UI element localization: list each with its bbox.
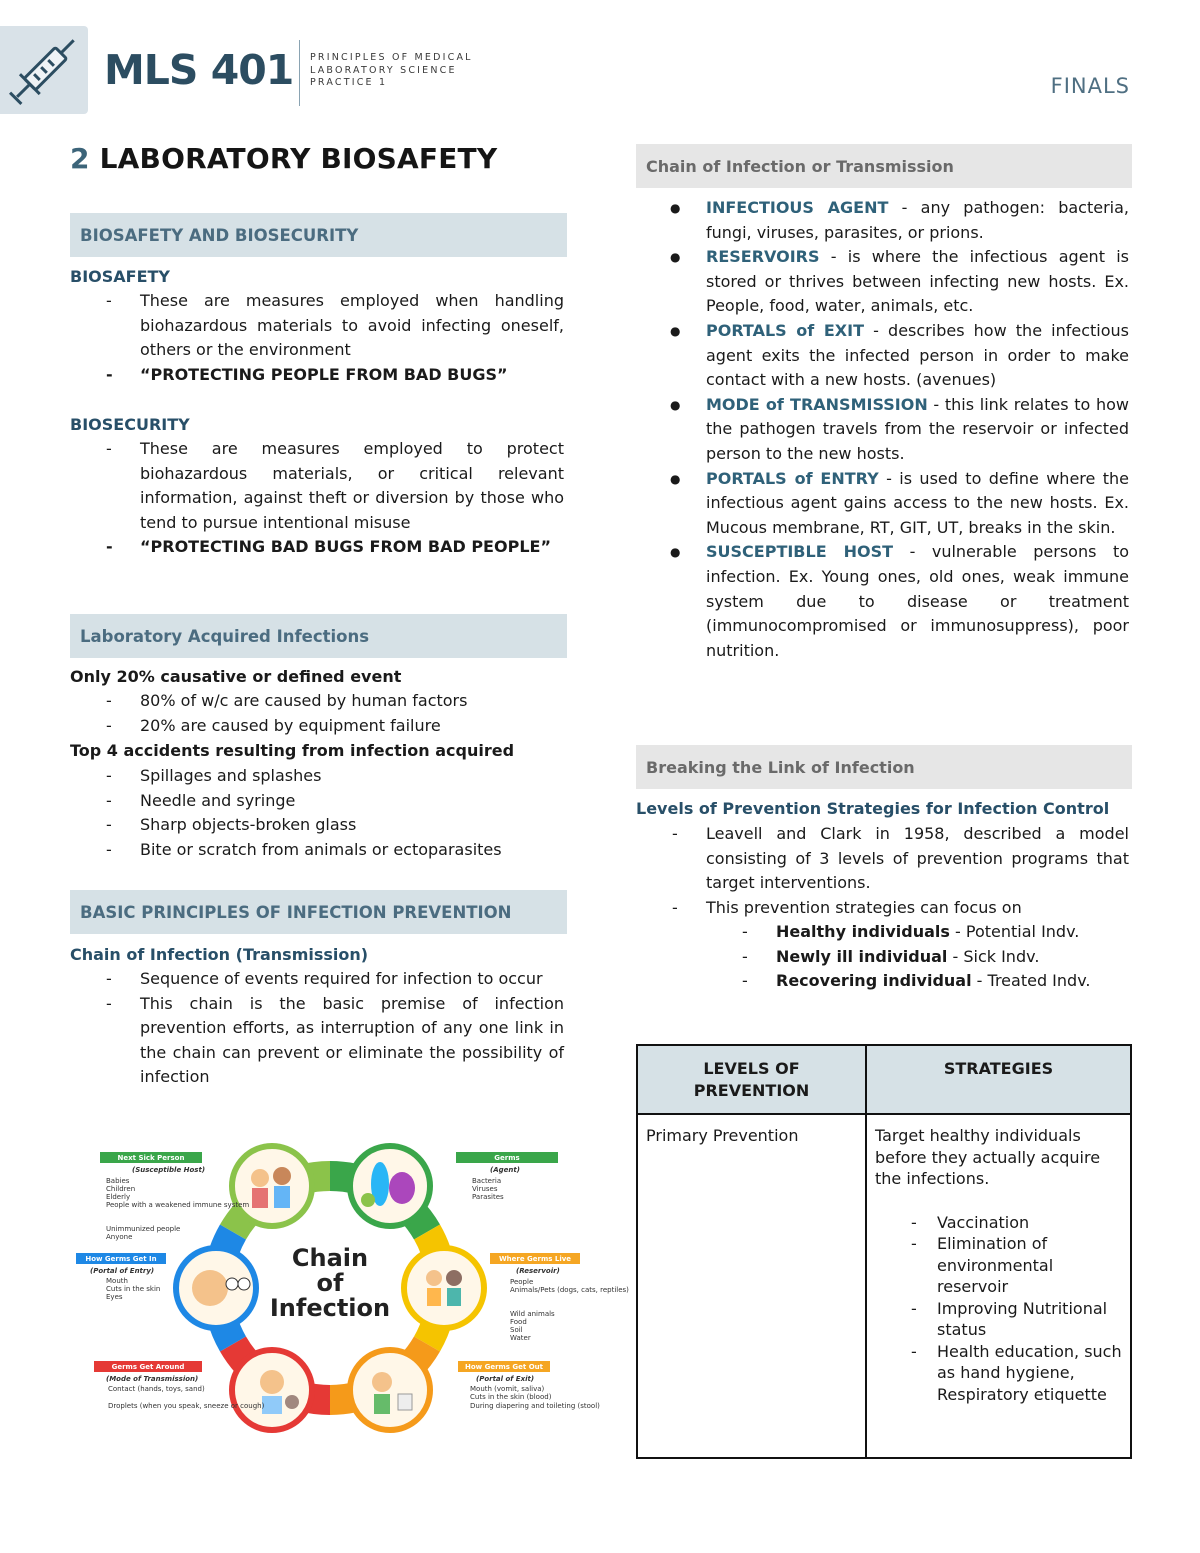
definition: - any pathogen: bacteria, fungi, viruses, parasites, or prions. (706, 198, 1130, 242)
prevention-list (636, 822, 1129, 920)
term: Healthy individuals (776, 922, 950, 941)
chain-of-infection-diagram (72, 1138, 629, 1438)
diagram-box-item: Water (510, 1334, 531, 1342)
title-text: LABORATORY BIOSAFETY (99, 142, 498, 175)
diagram-box-item: Babies (106, 1177, 130, 1185)
diagram-box-item: People with a weakened immune system (106, 1201, 250, 1209)
diagram-box-item: Wild animals (510, 1310, 555, 1318)
course-logo (0, 26, 88, 114)
term: INFECTIOUS AGENT (706, 198, 889, 217)
table-header: LEVELS OF PREVENTION (637, 1045, 866, 1114)
prevention-table (636, 1044, 1132, 1459)
definition: - is used to define where the infectious agent gains access to the new hosts. Ex. Mucous membrane, RT, GIT, UT, breaks in the skin. (706, 468, 1130, 537)
course-subtitle-line: PRINCIPLES OF MEDICAL (310, 52, 473, 63)
list-item: - Bite or scratch from animals or ectoparasites (70, 838, 564, 863)
list-item (636, 540, 1129, 663)
list-item (706, 969, 1126, 994)
table-header: STRATEGIES (866, 1045, 1131, 1114)
diagram-box-title: How Germs Get In (85, 1255, 157, 1263)
title-number: 2 (70, 142, 90, 175)
diagram-box-subtitle: (Susceptible Host) (132, 1166, 206, 1174)
list-item (706, 920, 1126, 945)
diagram-box-item: Anyone (106, 1233, 133, 1241)
definition: - is where the infectious agent is stored or thrives between infecting new hosts. Ex. People, food, water, animals, etc. (706, 247, 1129, 316)
list-item: - Spillages and splashes (70, 764, 564, 789)
biosecurity-list (70, 437, 564, 560)
biosecurity-heading: BIOSECURITY (70, 415, 190, 434)
definition: - describes how the infectious agent exits the infected person in order to make contact with a new hosts. (avenues) (706, 320, 1130, 390)
diagram-box-title: Germs (494, 1154, 520, 1162)
list-item (636, 393, 1129, 467)
term: Recovering individual (776, 971, 972, 991)
term: MODE of TRANSMISSION (706, 394, 928, 414)
course-subtitle (310, 52, 480, 90)
list-item: - Sequence of events required for infection to occur (70, 967, 564, 992)
diagram-box-item: Cuts in the skin (blood) (470, 1393, 552, 1401)
lab-acquired-list-2 (70, 764, 564, 862)
node-susceptible-host (232, 1146, 312, 1226)
diagram-box-item: Droplets (when you speak, sneeze or cough) (108, 1402, 265, 1410)
table-cell-strategy (866, 1114, 1131, 1458)
page-title (70, 142, 497, 175)
list-item: - Needle and syringe (70, 789, 564, 814)
diagram-center-title: Infection (269, 1294, 391, 1322)
diagram-box-subtitle: (Agent) (490, 1166, 520, 1174)
list-item: - “PROTECTING BAD BUGS FROM BAD PEOPLE” (70, 535, 564, 560)
list-item: - 80% of w/c are caused by human factors (70, 689, 564, 714)
list-item: - Improving Nutritional status (875, 1298, 1122, 1341)
list-item (636, 319, 1129, 393)
course-subtitle-line: LABORATORY SCIENCE (310, 64, 457, 76)
diagram-box-item: Bacteria (472, 1177, 502, 1185)
list-item (636, 245, 1129, 319)
course-subtitle-line: PRACTICE 1 (310, 77, 388, 88)
section-bar-chain-transmission: Chain of Infection or Transmission (636, 144, 1132, 188)
list-item: - These are measures employed to protect biohazardous materials, or critical relevant information, against theft or diversion by those who tend to pursue intentional misuse (70, 437, 564, 535)
prevention-heading: Levels of Prevention Strategies for Infection Control (636, 799, 1110, 818)
term: SUSCEPTIBLE HOST (706, 542, 894, 562)
diagram-box-item: Cuts in the skin (106, 1285, 161, 1293)
diagram-box-title: Germs Get Around (111, 1363, 185, 1371)
table-header-row (637, 1045, 1131, 1114)
diagram-center-title: Chain (291, 1244, 369, 1272)
diagram-box-item: Contact (hands, toys, sand) (108, 1385, 205, 1393)
lab-acquired-heading-2: Top 4 accidents resulting from infection acquired (70, 741, 515, 760)
list-item: - This prevention strategies can focus on (636, 896, 1129, 921)
header-divider (299, 40, 300, 106)
list-item: - Leavell and Clark in 1958, described a model consisting of 3 levels of prevention programs that target interventions. (636, 822, 1129, 896)
syringe-icon (0, 26, 88, 114)
diagram-box-item: Animals/Pets (dogs, cats, reptiles) (510, 1286, 629, 1294)
term-label: FINALS (1050, 74, 1130, 98)
section-bar-basic-principles: BASIC PRINCIPLES OF INFECTION PREVENTION (70, 890, 567, 934)
chain-transmission-list (636, 196, 1129, 663)
definition: - Sick Indv. (947, 946, 1040, 966)
list-item: - Vaccination (875, 1212, 1122, 1234)
list-item (706, 945, 1126, 970)
diagram-box-subtitle: (Portal of Exit) (476, 1375, 535, 1383)
diagram-box-item: Mouth (106, 1277, 128, 1285)
diagram-box-portal-exit (458, 1361, 600, 1410)
lab-acquired-heading-1: Only 20% causative or defined event (70, 667, 402, 686)
prevention-sub-list (706, 920, 1126, 994)
section-bar-breaking-link: Breaking the Link of Infection (636, 745, 1132, 789)
definition: - Potential Indv. (949, 922, 1080, 941)
definition: - Treated Indv. (971, 971, 1091, 991)
list-item (636, 467, 1129, 541)
diagram-box-item: Unimmunized people (106, 1225, 181, 1233)
definition: - this link relates to how the pathogen travels from the reservoir or infected person to the new hosts. (706, 394, 1129, 463)
strategy-list (875, 1212, 1122, 1406)
chain-list (70, 967, 564, 1090)
list-item: - These are measures employed when handling biohazardous materials to avoid infecting oneself, others or the environment (70, 289, 564, 363)
course-code: MLS 401 (104, 46, 294, 94)
diagram-box-item: Viruses (472, 1185, 498, 1193)
table-row (637, 1114, 1131, 1458)
definition: - vulnerable persons to infection. Ex. Young ones, old ones, weak immune system due to disease or treatment (immunocompromised or immunosuppress), poor nutrition. (706, 542, 1130, 660)
diagram-box-item: Elderly (106, 1193, 131, 1201)
biosafety-list (70, 289, 564, 387)
biosafety-heading: BIOSAFETY (70, 267, 171, 286)
list-item: - This chain is the basic premise of infection prevention efforts, as interruption of any one link in the chain can prevent or eliminate the possibility of infection (70, 992, 564, 1090)
diagram-box-item: Food (510, 1318, 527, 1326)
term: PORTALS of ENTRY (706, 468, 879, 488)
node-reservoir (404, 1248, 484, 1328)
list-item: - 20% are caused by equipment failure (70, 714, 564, 739)
diagram-box-item: Parasites (472, 1193, 504, 1201)
section-bar-biosafety: BIOSAFETY AND BIOSECURITY (70, 213, 567, 257)
diagram-box-item: During diapering and toileting (stool) (470, 1402, 600, 1410)
diagram-box-subtitle: (Portal of Entry) (90, 1267, 155, 1275)
list-item: - Sharp objects-broken glass (70, 813, 564, 838)
chain-heading: Chain of Infection (Transmission) (70, 945, 369, 964)
diagram-box-item: Soil (510, 1326, 523, 1334)
term: Newly ill individual (776, 946, 948, 966)
strategy-text: Target healthy individuals before they actually acquire the infections. (875, 1126, 1101, 1188)
list-item: - Health education, such as hand hygiene, Respiratory etiquette (875, 1341, 1122, 1406)
diagram-box-title: Where Germs Live (498, 1255, 572, 1263)
diagram-box-subtitle: (Reservoir) (516, 1267, 560, 1275)
list-item: - Elimination of environmental reservoir (875, 1233, 1122, 1298)
lab-acquired-list-1 (70, 689, 564, 738)
diagram-box-subtitle: (Mode of Transmission) (106, 1375, 199, 1383)
diagram-box-item: Eyes (106, 1293, 123, 1301)
diagram-center-title: of (316, 1269, 344, 1297)
list-item (636, 196, 1129, 245)
diagram-box-title: Next Sick Person (117, 1154, 185, 1162)
diagram-box-portal-entry (76, 1253, 166, 1301)
diagram-box-item: Children (106, 1185, 136, 1193)
table-cell-level: Primary Prevention (637, 1114, 866, 1458)
node-portal-exit (350, 1350, 430, 1430)
diagram-box-title: How Germs Get Out (465, 1363, 543, 1371)
diagram-box-agent (456, 1152, 558, 1201)
diagram-box-item: People (510, 1278, 534, 1286)
list-item: - “PROTECTING PEOPLE FROM BAD BUGS” (70, 363, 564, 388)
diagram-box-reservoir (490, 1253, 629, 1342)
section-bar-lab-acquired: Laboratory Acquired Infections (70, 614, 567, 658)
term: RESERVOIRS (706, 247, 820, 267)
diagram-box-item: Mouth (vomit, saliva) (470, 1385, 545, 1393)
term: PORTALS of EXIT (706, 320, 865, 340)
